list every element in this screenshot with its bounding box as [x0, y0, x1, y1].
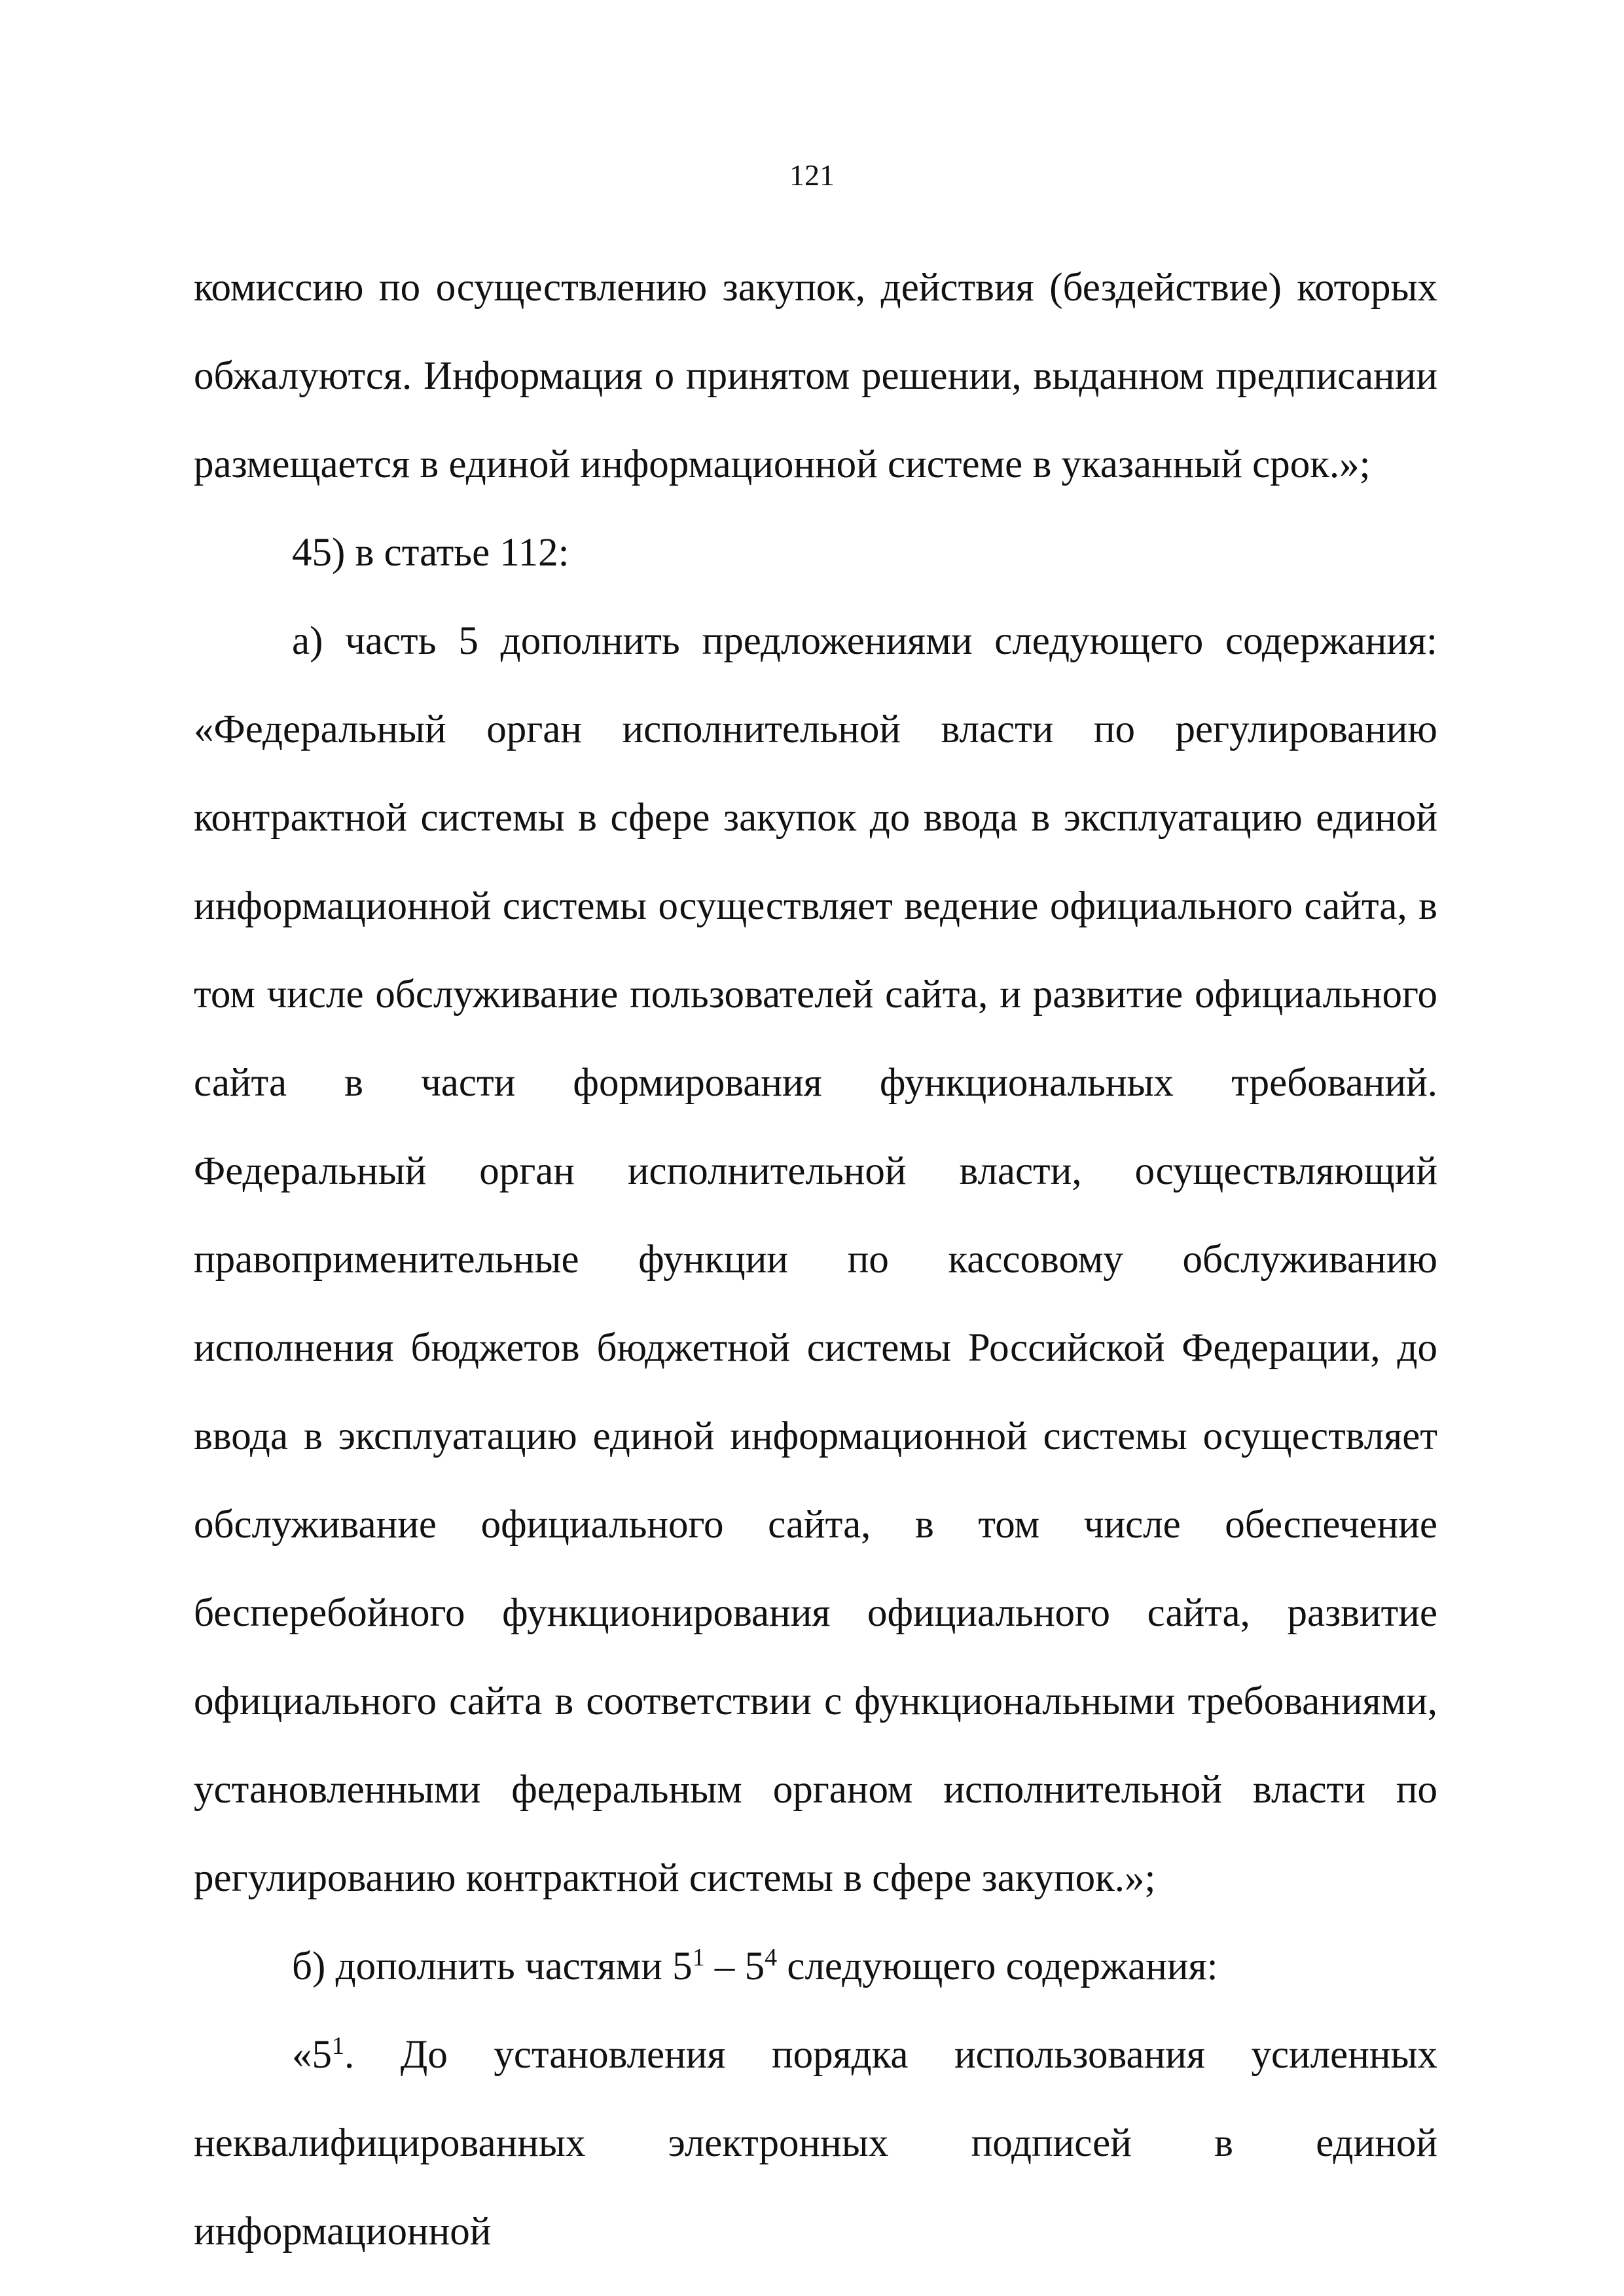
- superscript: 1: [692, 1944, 705, 1972]
- paragraph-article-112: 45) в статье 112:: [292, 531, 569, 575]
- paragraph-part-5-1: [194, 2011, 1437, 2276]
- text-segment: следующего содержания:: [777, 1945, 1218, 1988]
- text-segment: «5: [292, 2033, 332, 2077]
- text-segment: – 5: [704, 1945, 765, 1988]
- page-number: 121: [789, 158, 835, 192]
- text-segment: . До установления порядка использования усиленных неквалифицированных электронных подписей в единой информационной: [194, 2033, 1437, 2253]
- paragraph-add-parts: [194, 1922, 1437, 2011]
- superscript: 4: [765, 1944, 778, 1972]
- text-segment: б) дополнить частями 5: [292, 1945, 693, 1988]
- paragraph-part-5-amendment: а) часть 5 дополнить предложениями следующего содержания: «Федеральный орган исполнительной власти по регулированию контрактной системы в сфере закупок до ввода в эксплуатацию единой информационной системы осуществляет ведение официального сайта, в том числе обслуживание пользователей сайта, и развитие официального сайта в части формирования функциональных требований. Федеральный орган исполнительной власти, осуществляющий правоприменительные функции по кассовому обслуживанию исполнения бюджетов бюджетной системы Российской Федерации, до ввода в эксплуатацию единой информационной системы осуществляет обслуживание официального сайта, в том числе обеспечение бесперебойного функционирования официального сайта, развитие официального сайта в соответствии с функциональными требованиями, установленными федеральным органом исполнительной власти по регулированию контрактной системы в сфере закупок.»;: [194, 619, 1437, 1900]
- superscript: 1: [332, 2032, 344, 2060]
- document-body: [194, 243, 1437, 2276]
- paragraph-complaint-decision: комиссию по осуществлению закупок, действия (бездействие) которых обжалуются. Информация о принятом решении, выданном предписании размещается в единой информационной системе в указанный срок.»;: [194, 266, 1437, 486]
